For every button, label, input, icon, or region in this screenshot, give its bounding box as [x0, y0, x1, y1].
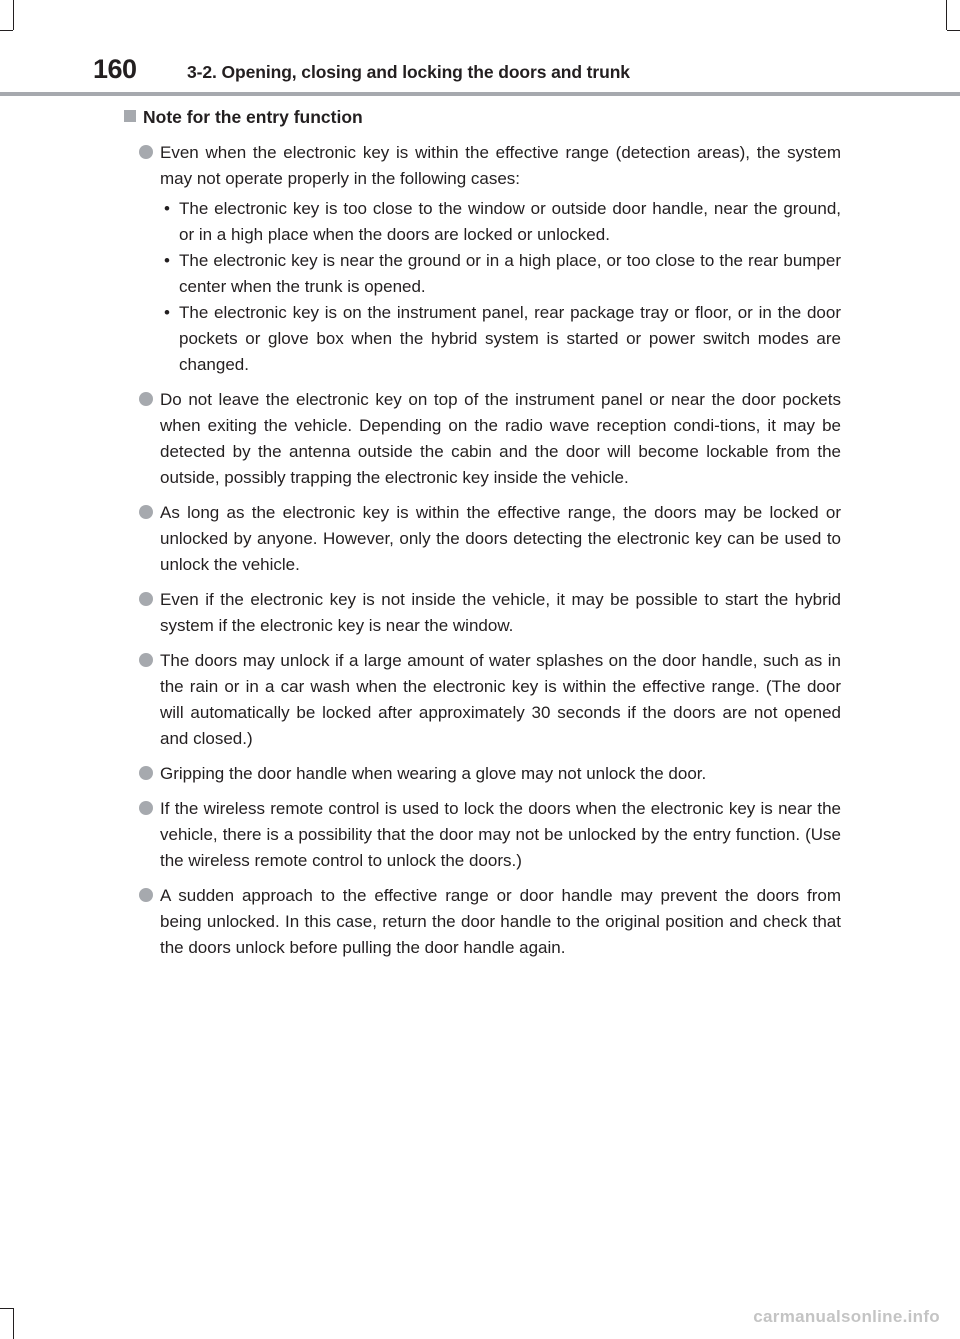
- small-bullet-icon: •: [164, 199, 170, 218]
- list-item: [136, 796, 841, 874]
- sub-list: [160, 196, 841, 378]
- sub-list-item-text: The electronic key is near the ground or in a high place, or too close to the rear bumper center when the trunk is opened.: [179, 251, 841, 296]
- list-item: [136, 387, 841, 491]
- small-bullet-icon: •: [164, 303, 170, 322]
- header-rule: [0, 92, 960, 96]
- circle-bullet-icon: [139, 766, 153, 780]
- sub-list-item: [160, 196, 841, 248]
- circle-bullet-icon: [139, 392, 153, 406]
- square-bullet-icon: [124, 110, 136, 122]
- list-item: [136, 648, 841, 752]
- list-item: [136, 140, 841, 378]
- sub-list-item: [160, 300, 841, 378]
- list-item-text: The doors may unlock if a large amount of water splashes on the door handle, such as in the rain or in a car wash when the electronic key is within the effective range. (The door will automatically be locked after approximately 30 seconds if the doors are not opened and closed.): [160, 651, 841, 748]
- circle-bullet-icon: [139, 145, 153, 159]
- circle-bullet-icon: [139, 888, 153, 902]
- list-item-text: Gripping the door handle when wearing a glove may not unlock the door.: [160, 764, 707, 783]
- list-item-text: A sudden approach to the effective range or door handle may prevent the doors from being unlocked. In this case, return the door handle to the original position and check that the doors unlock before pulling the door handle again.: [160, 886, 841, 957]
- list-item: [136, 587, 841, 639]
- small-bullet-icon: •: [164, 251, 170, 270]
- watermark-logo: carmanualsonline.info: [753, 1307, 940, 1326]
- list-item-text: Even when the electronic key is within the effective range (detection areas), the system may not operate properly in the following cases:: [160, 143, 841, 188]
- circle-bullet-icon: [139, 505, 153, 519]
- section-title: [124, 107, 363, 128]
- section-title-text: Note for the entry function: [143, 107, 363, 127]
- list-item: [136, 500, 841, 578]
- circle-bullet-icon: [139, 801, 153, 815]
- list-item-text: Do not leave the electronic key on top of the instrument panel or near the door pockets when exiting the vehicle. Depending on the radio wave reception condi-tions, it may be detected by the antenna outside the cabin and the door will become lockable from the outside, possibly trapping the electronic key inside the vehicle.: [160, 390, 841, 487]
- list-item-text: Even if the electronic key is not inside the vehicle, it may be possible to start the hybrid system if the electronic key is near the window.: [160, 590, 841, 635]
- sub-list-item-text: The electronic key is too close to the window or outside door handle, near the ground, or in a high place when the doors are locked or unlocked.: [179, 199, 841, 244]
- circle-bullet-icon: [139, 653, 153, 667]
- sub-list-item-text: The electronic key is on the instrument panel, rear package tray or floor, or in the door pockets or glove box when the hybrid system is started or power switch modes are changed.: [179, 303, 841, 374]
- notes-list: [136, 140, 841, 970]
- page-header: [0, 0, 960, 95]
- crop-mark-bottom-left-v: [13, 1308, 14, 1339]
- chapter-title: 3-2. Opening, closing and locking the doors and trunk: [187, 62, 630, 82]
- list-item: [136, 761, 841, 787]
- list-item-text: As long as the electronic key is within the effective range, the doors may be locked or unlocked by anyone. However, only the doors detecting the electronic key can be used to unlock the vehicle.: [160, 503, 841, 574]
- circle-bullet-icon: [139, 592, 153, 606]
- crop-mark-bottom-left-h: [0, 1308, 13, 1309]
- list-item: [136, 883, 841, 961]
- list-item-text: If the wireless remote control is used to lock the doors when the electronic key is near the vehicle, there is a possibility that the door may not be unlocked by the entry function. (Use the wireless remote control to unlock the doors.): [160, 799, 841, 870]
- sub-list-item: [160, 248, 841, 300]
- page-number: 160: [93, 54, 137, 84]
